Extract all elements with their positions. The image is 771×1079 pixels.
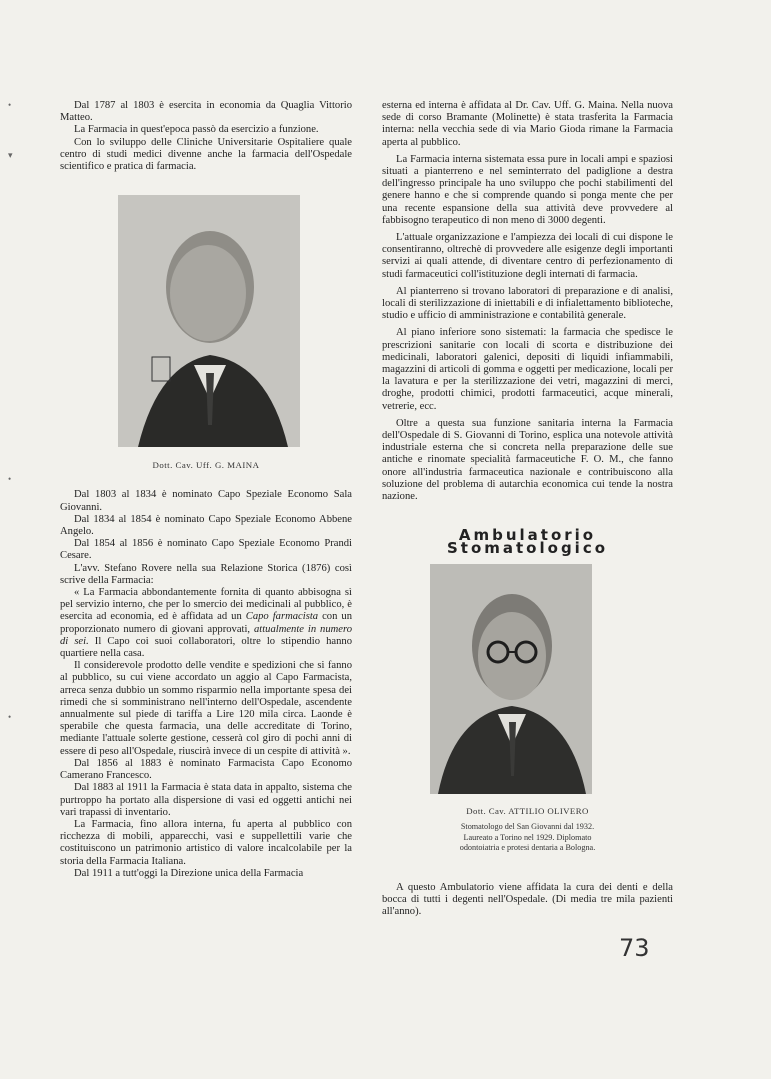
right-column <box>382 100 673 918</box>
paragraph: Al piano inferiore sono sistemati: la farmacia che spedisce le prescrizioni sanitarie con locali di scorta e distribuzione dei medicinali, laboratori galenici, depositi di liquidi infiammabili, magazzini di articoli di gomma e oggetti per medicazione, locali per la lavatura e per la sterilizzazione dei vetri, magazzini di merci, droghe, prodotti chimici, prodotti farmaceutici, acque minerali, vetrerie, ecc. <box>382 327 673 412</box>
caption-line: Laureato a Torino nel 1929. Diplomato <box>463 832 592 842</box>
paragraph: A questo Ambulatorio viene affidata la cura dei denti e della bocca di tutti i degenti nell'Ospedale. (Di media tre mila pazienti all'anno). <box>382 881 673 918</box>
photo-caption: Dott. Cav. Uff. G. MAINA <box>152 460 260 471</box>
paragraph: Con lo sviluppo delle Cliniche Universitarie Ospitaliere quale centro di studi medici divenne anche la farmacia dell'Ospedale scientifico e pratica di farmacia. <box>60 136 352 173</box>
paragraph: Dal 1787 al 1803 è esercita in economia da Quaglia Vittorio Matteo. <box>60 100 352 124</box>
page-number: 73 <box>619 934 650 962</box>
paragraph: esterna ed interna è affidata al Dr. Cav. Uff. G. Maina. Nella nuova sede di corso Bramante (Molinette) è stata trasferita la Farmacia interna: nella vecchia sede di via Mario Gioda rimane la Farmacia aperta al pubblico. <box>382 100 673 148</box>
quote-paragraph: Il considerevole prodotto delle vendite e spedizioni che si fanno al pubblico, su cui viene accordato un aggio al Capo Farmacista, arreca senza dubbio un sommo risparmio nella importante spesa dei rimedi che si somministrano nell'interno dell'Ospedale, ascendente annualmente sul piede di tariffa a Lire 120 mila circa. Laonde è sperabile che questa farmacia, una delle accreditate di Torino, mediante l'attuale solerte gestione, cesserà col giro di pochi anni di essere di peso all'Ospedale, riuscirà invece di un cespite di attività ». <box>60 660 352 757</box>
margin-mark: ▾ <box>8 150 13 160</box>
paragraph: La Farmacia, fino allora interna, fu aperta al pubblico con ricchezza di mobili, apparecchi, vasi e suppellettili varie che costituiscono un patrimonio artistico di valore incalcolabile per la storia della Farmacia Italiana. <box>60 818 352 867</box>
paragraph: Oltre a questa sua funzione sanitaria interna la Farmacia dell'Ospedale di S. Giovanni di Torino, esplica una notevole attività industriale esterna che si concreta nella preparazione delle sue antiche e rinomate specialità farmaceutiche F. O. M., che fanno onore all'industria farmaceutica nazionale e contribuiscono alla soluzione del problema di autarchia economica cui tende la nostra nazione. <box>382 417 673 503</box>
left-column <box>60 100 352 880</box>
caption-line: Stomatologo del San Giovanni dal 1932. <box>460 822 595 832</box>
margin-mark: • <box>8 100 12 110</box>
paragraph: Dal 1856 al 1883 è nominato Farmacista Capo Economo Camerano Francesco. <box>60 757 352 782</box>
paragraph: Dal 1803 al 1834 è nominato Capo Speziale Economo Sala Giovanni. <box>60 489 352 513</box>
portrait-photo-maina <box>118 195 300 447</box>
portrait-photo-olivero <box>430 564 592 794</box>
section-title: Ambulatorio Stomatologico <box>446 526 609 557</box>
paragraph: L'attuale organizzazione e l'ampiezza dei locali di cui dispone le consentiranno, oltrechè di provvedere alle esigenze degli importanti servizi ai quali attende, di diventare centro di perfezionamento di studi farmaceutici coll'istituzione degli internati di farmacia. <box>382 232 673 280</box>
paragraph: Dal 1883 al 1911 la Farmacia è stata data in appalto, sistema che purtroppo ha portato alla dispersione di vasi ed oggetti antichi nei vari trapassi di inventario. <box>60 782 352 818</box>
paragraph: Dal 1834 al 1854 è nominato Capo Speziale Economo Abbene Angelo. <box>60 513 352 538</box>
paragraph: Al pianterreno si trovano laboratori di preparazione e di analisi, locali di sterilizzazione di iniettabili e di infialettamento biblioteche, studio e ufficio di amministrazione e contabilità generale. <box>382 285 673 322</box>
paragraph: Dal 1911 a tutt'oggi la Direzione unica della Farmacia <box>74 867 304 879</box>
paragraph: La Farmacia in quest'epoca passò da esercizio a funzione. <box>74 124 319 136</box>
margin-mark: • <box>8 712 12 722</box>
caption-name: Dott. Cav. ATTILIO OLIVERO <box>466 805 589 816</box>
paragraph: Dal 1854 al 1856 è nominato Capo Speziale Economo Prandi Cesare. <box>60 538 352 562</box>
paragraph: L'avv. Stefano Rovere nella sua Relazione Storica (1876) così scrive della Farmacia: <box>60 562 352 586</box>
paragraph: La Farmacia interna sistemata essa pure in locali ampi e spaziosi situati a pianterreno e nel seminterrato del padiglione a destra dell'ingresso principale ha uno sviluppo che pochi stabilimenti del genere hanno e che si comprende quando si ponga mente che per una recente espansione della sua attività deve provvedere al fabbisogno terapeutico di non meno di 3000 degenti. <box>382 153 673 226</box>
quote-paragraph: « La Farmacia abbondantemente fornita di quanto abbisogna sì pel servizio interno, che per lo smercio dei medicinali al pubblico, è esercita ad economia, ed è affidata ad un Capo farmacista con un proporzionato numero di giovani approvati, attualmente in numero di sei. Il Capo coi suoi collaboratori, oltre lo stipendio hanno quartiere nella casa. <box>60 587 352 660</box>
caption-line: odontoiatria e protesi dentaria a Bologna. <box>459 843 596 853</box>
photo-caption <box>382 806 673 854</box>
margin-mark: • <box>8 474 12 484</box>
